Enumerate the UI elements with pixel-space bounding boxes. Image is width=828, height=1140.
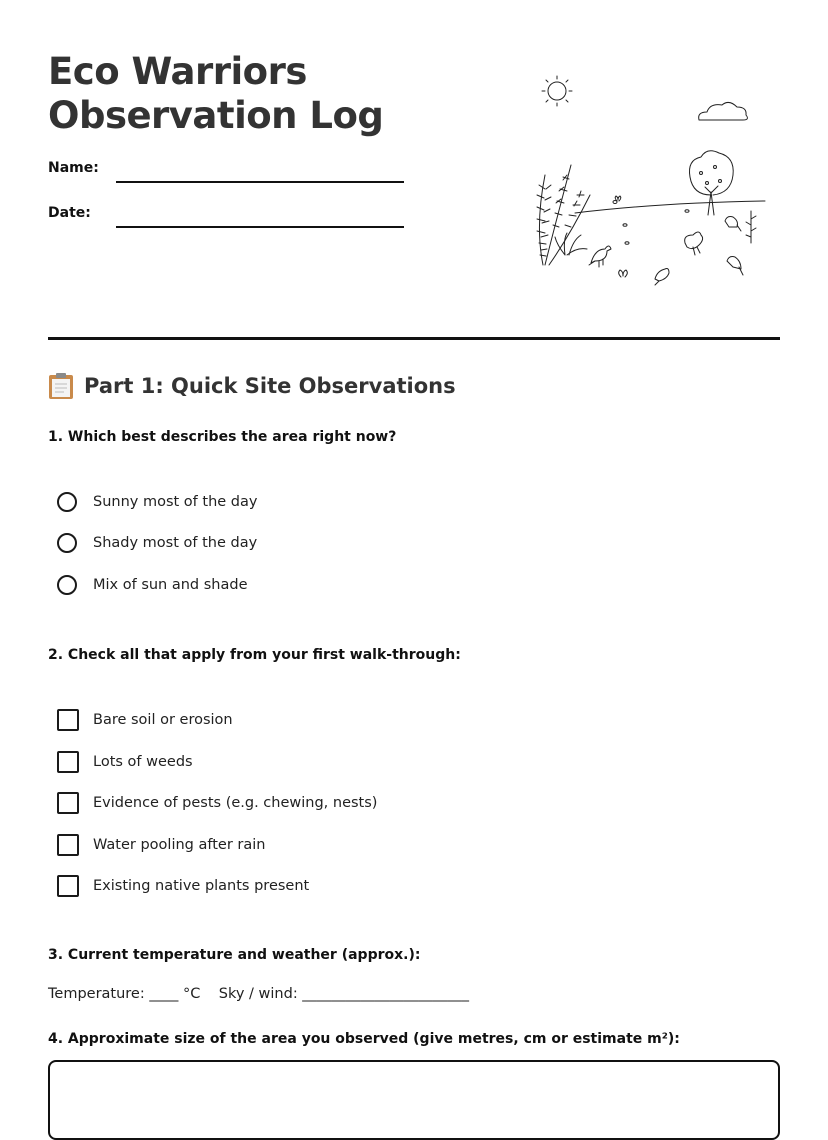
bird-icon: [685, 232, 703, 255]
option-label: Mix of sun and shade: [93, 577, 248, 593]
part1-heading: [48, 372, 456, 400]
checkbox-option-weeds[interactable]: [57, 751, 193, 773]
radio-button[interactable]: [57, 575, 77, 595]
bird-icon: [589, 246, 611, 267]
radio-button[interactable]: [57, 492, 77, 512]
bird-icon: [655, 269, 669, 286]
bird-icon: [725, 217, 741, 232]
butterfly-icon: [619, 270, 628, 277]
checkbox-option-water-pooling[interactable]: [57, 834, 265, 856]
pebbles: [613, 201, 689, 245]
cloud-icon: [699, 102, 748, 120]
date-field[interactable]: [116, 226, 404, 228]
sun-icon: [542, 76, 572, 106]
plant-icon: [555, 233, 587, 255]
radio-option-mix[interactable]: [57, 575, 248, 595]
tree-icon: [689, 151, 733, 215]
ground-line: [575, 201, 765, 213]
area-size-answer-box[interactable]: [48, 1060, 780, 1140]
title-line-2: Observation Log: [48, 94, 384, 137]
nature-illustration: [515, 65, 785, 295]
checkbox-option-bare-soil[interactable]: [57, 709, 233, 731]
checkbox[interactable]: [57, 709, 79, 731]
page-title: [48, 50, 383, 138]
part1-title: Part 1: Quick Site Observations: [84, 374, 456, 398]
question-2: 2. Check all that apply from your first walk-through:: [48, 647, 461, 663]
radio-button[interactable]: [57, 533, 77, 553]
option-label: Shady most of the day: [93, 535, 258, 551]
option-label: Sunny most of the day: [93, 494, 258, 510]
radio-option-shady[interactable]: [57, 533, 257, 553]
temperature-weather-line[interactable]: Temperature: ____ °C Sky / wind: _______________________: [48, 986, 470, 1002]
date-label: Date:: [48, 205, 91, 221]
bird-icon: [727, 257, 743, 276]
butterfly-icon: [615, 196, 621, 201]
clipboard-icon: [48, 372, 74, 400]
option-label: Water pooling after rain: [93, 837, 266, 853]
checkbox-option-pests[interactable]: [57, 792, 377, 814]
question-3: 3. Current temperature and weather (approx.):: [48, 947, 421, 963]
option-label: Existing native plants present: [93, 878, 310, 894]
checkbox[interactable]: [57, 834, 79, 856]
fern-icon: [537, 165, 590, 265]
name-field[interactable]: [116, 181, 404, 183]
title-line-1: Eco Warriors: [48, 50, 307, 93]
question-1: 1. Which best describes the area right now?: [48, 429, 397, 445]
option-label: Evidence of pests (e.g. chewing, nests): [93, 795, 378, 811]
checkbox-option-native-plants[interactable]: [57, 875, 309, 897]
checkbox[interactable]: [57, 875, 79, 897]
option-label: Lots of weeds: [93, 754, 193, 770]
checkbox[interactable]: [57, 751, 79, 773]
header-divider: [48, 337, 780, 340]
question-4: 4. Approximate size of the area you observed (give metres, cm or estimate m²):: [48, 1031, 680, 1047]
name-label: Name:: [48, 160, 99, 176]
checkbox[interactable]: [57, 792, 79, 814]
option-label: Bare soil or erosion: [93, 712, 233, 728]
radio-option-sunny[interactable]: [57, 492, 257, 512]
seedling-icon: [746, 211, 756, 243]
